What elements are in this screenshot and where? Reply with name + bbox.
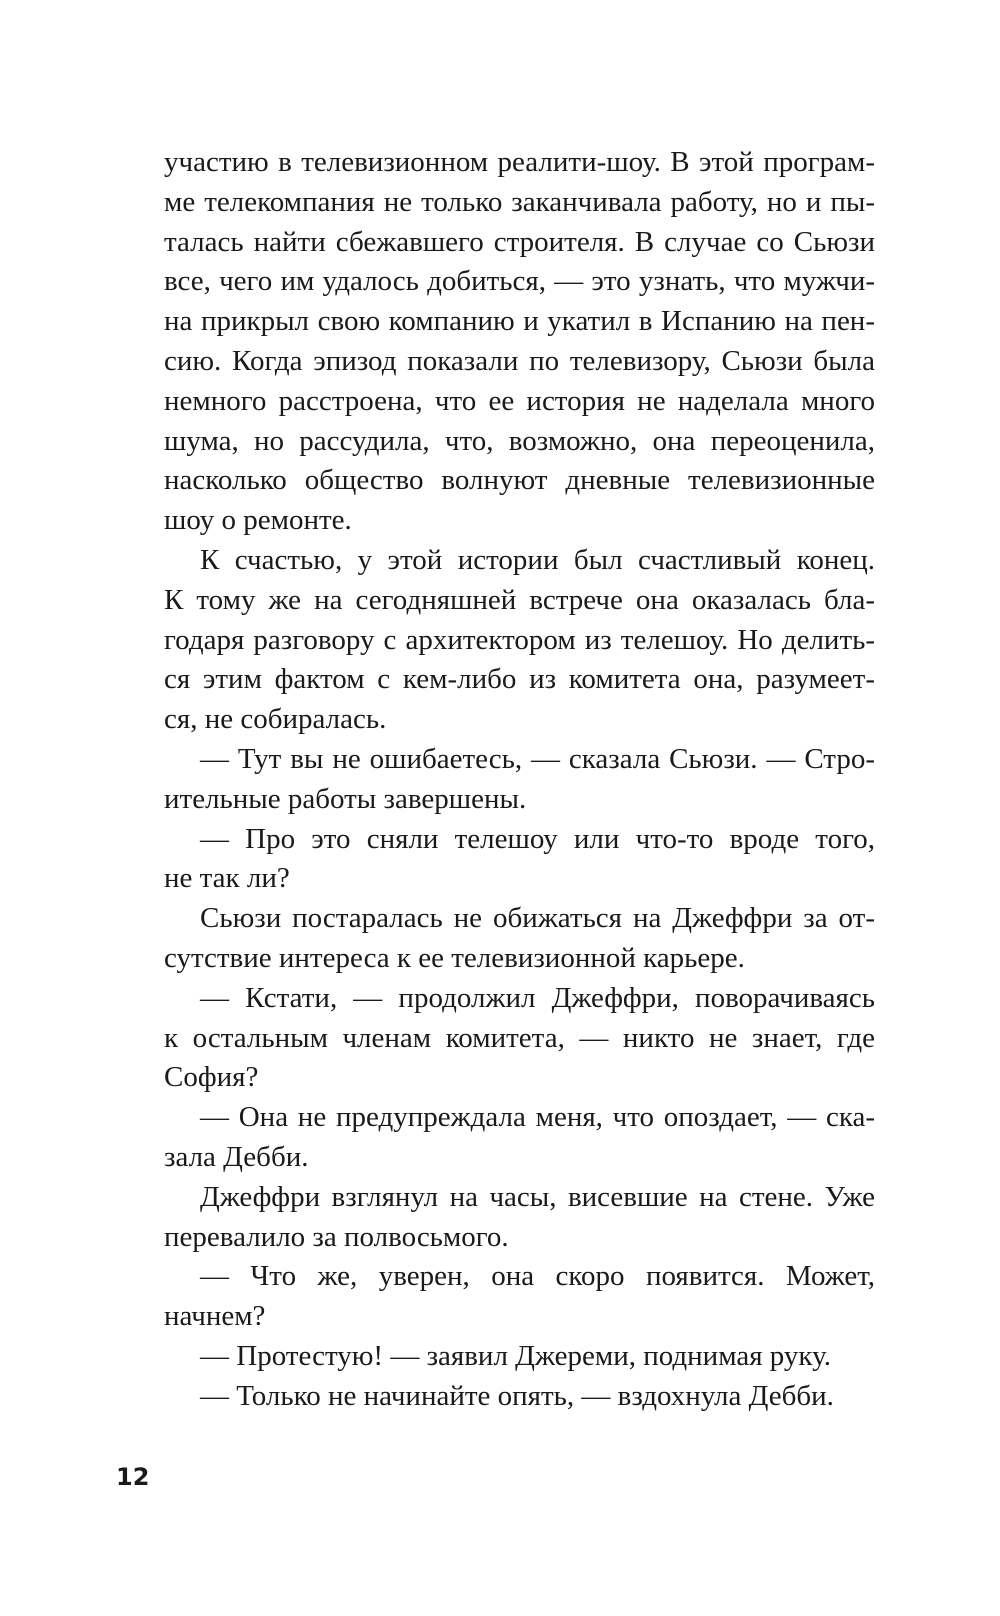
text-line: — Протестую! — заявил Джереми, поднимая руку. [200,1339,831,1372]
text-line: шума, но рассудила, что, возможно, она переоценила, [164,424,875,457]
text-line: не так ли? [164,862,290,895]
text-line: ме телекомпания не только заканчивала работу, но и пы- [164,185,875,218]
text-line: К счастью, у этой истории был счастливый конец. [200,543,875,576]
text-line: К тому же на сегодняшней встрече она оказалась бла- [164,583,875,616]
text-line: ительные работы завершены. [164,782,527,815]
text-line: шоу о ремонте. [164,504,352,537]
text-line: сутствие интереса к ее телевизионной карьере. [164,941,745,974]
text-line: перевалило за полвосьмого. [164,1220,509,1253]
text-line: все, чего им удалось добиться, — это узнать, что мужчи- [164,265,875,298]
text-line: зала Дебби. [164,1140,309,1173]
text-line: талась найти сбежавшего строителя. В случае со Сьюзи [164,225,875,258]
text-line: участию в телевизионном реалити-шоу. В этой програм- [164,146,875,178]
page-number: 12 [116,1463,150,1491]
text-line: Сьюзи постаралась не обижаться на Джеффри за от- [200,902,875,935]
body-text [164,143,875,1417]
text-line: годаря разговору с архитектором из телешоу. Но делить- [164,623,875,656]
text-line: — Только не начинайте опять, — вздохнула Дебби. [200,1379,834,1412]
text-line: — Тут вы не ошибаетесь, — сказала Сьюзи. — Стро- [200,742,875,775]
text-line: ся этим фактом с кем-либо из комитета она, разумеет- [164,663,875,696]
text-line: Джеффри взглянул на часы, висевшие на стене. Уже [200,1180,875,1213]
text-line: ся, не собиралась. [164,703,387,736]
text-line: немного расстроена, что ее история не наделала много [164,384,875,417]
text-line: сию. Когда эпизод показали по телевизору, Сьюзи была [164,344,875,377]
text-line: — Она не предупреждала меня, что опоздает, — ска- [200,1101,875,1134]
text-line: — Кстати, — продолжил Джеффри, поворачиваясь [200,981,875,1014]
text-line: начнем? [164,1300,266,1333]
text-line: — Про это сняли телешоу или что-то вроде того, [200,822,875,855]
text-line: — Что же, уверен, она скоро появится. Может, [200,1260,875,1293]
text-line: насколько общество волнуют дневные телевизионные [164,464,875,497]
text-line: на прикрыл свою компанию и укатил в Испанию на пен- [164,305,875,338]
text-line: к остальным членам комитета, — никто не знает, где [164,1021,875,1054]
text-line: София? [164,1061,259,1094]
